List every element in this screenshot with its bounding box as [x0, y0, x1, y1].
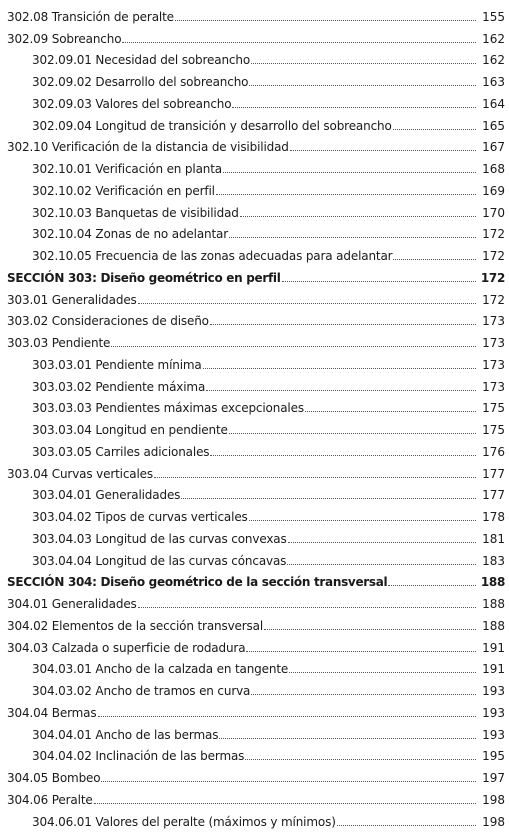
toc-entry[interactable] [0, 397, 509, 419]
dot-leader [175, 20, 476, 21]
toc-entry[interactable] [0, 244, 509, 266]
toc-entry-title: 302.10.01 Verificación en planta [32, 162, 222, 176]
dot-leader [98, 716, 477, 717]
toc-entry-page: 193 [482, 727, 505, 742]
toc-entry-page: 172 [482, 227, 505, 242]
toc-entry-title: SECCIÓN 304: Diseño geométrico de la sección transversal [7, 575, 388, 590]
dot-leader [251, 63, 476, 64]
toc-entry[interactable] [0, 527, 509, 549]
dot-leader [337, 825, 476, 826]
toc-entry-title: 303.01 Generalidades [7, 292, 137, 307]
dot-leader [122, 42, 476, 43]
toc-entry-page: 188 [482, 597, 505, 611]
dot-leader [181, 498, 476, 499]
toc-entry-page: 183 [482, 553, 505, 568]
toc-entry[interactable] [0, 810, 509, 832]
toc-entry-title: 303.04.03 Longitud de las curvas convexas [32, 531, 287, 546]
dot-leader [203, 368, 476, 369]
dot-leader [223, 172, 476, 173]
toc-entry-title: 303.03.04 Longitud en pendiente [32, 423, 228, 437]
dot-leader [282, 281, 476, 282]
toc-entry-page: 173 [482, 357, 505, 372]
toc-entry-page: 170 [482, 205, 505, 220]
toc-entry[interactable] [0, 679, 509, 701]
toc-entry-title: 304.04.01 Ancho de las bermas [32, 727, 219, 742]
dot-leader [232, 107, 476, 108]
toc-entry[interactable] [0, 49, 509, 71]
toc-entry-title: 304.01 Generalidades [7, 597, 137, 611]
toc-entry[interactable] [0, 636, 509, 658]
toc-entry[interactable] [0, 484, 509, 506]
toc-entry-page: 191 [482, 662, 505, 677]
toc-entry-page: 177 [482, 466, 505, 481]
dot-leader [249, 520, 476, 521]
toc-entry[interactable] [0, 92, 509, 114]
dot-leader [229, 433, 476, 434]
dot-leader [219, 738, 476, 739]
dot-leader [393, 129, 476, 130]
toc-entry-title: 302.10.05 Frecuencia de las zonas adecuadas para adelantar [32, 249, 393, 263]
toc-entry-page: 193 [482, 684, 505, 698]
toc-entry-page: 162 [482, 53, 505, 68]
toc-entry-title: 303.04.02 Tipos de curvas verticales [32, 510, 248, 524]
toc-entry[interactable] [0, 288, 509, 310]
toc-entry-title: 303.02 Consideraciones de diseño [7, 314, 209, 329]
toc-entry-page: 197 [482, 771, 505, 785]
toc-entry[interactable] [0, 179, 509, 201]
dot-leader [210, 455, 476, 456]
toc-entry-page: 193 [482, 705, 505, 720]
toc-section-entry[interactable] [0, 266, 509, 288]
toc-entry-title: 304.06 Peralte [7, 792, 93, 807]
toc-entry-page: 173 [482, 379, 505, 394]
toc-entry[interactable] [0, 766, 509, 788]
toc-entry-page: 172 [482, 249, 505, 263]
toc-entry-title: 302.10 Verificación de la distancia de visibilidad [7, 140, 289, 155]
toc-entry[interactable] [0, 788, 509, 810]
toc-entry-page: 188 [480, 575, 505, 590]
toc-entry-page: 198 [482, 792, 505, 807]
toc-entry-title: 302.09.01 Necesidad del sobreancho [32, 53, 251, 68]
toc-entry-page: 175 [482, 401, 505, 416]
table-of-contents [0, 5, 509, 832]
toc-entry[interactable] [0, 201, 509, 223]
dot-leader [229, 237, 476, 238]
toc-entry[interactable] [0, 114, 509, 136]
toc-entry-title: 303.03 Pendiente [7, 336, 111, 350]
toc-entry[interactable] [0, 505, 509, 527]
toc-entry-page: 176 [482, 444, 505, 459]
dot-leader [251, 694, 476, 695]
toc-entry-title: 302.09.03 Valores del sobreancho [32, 96, 232, 111]
dot-leader [138, 607, 476, 608]
toc-entry-title: 302.08 Transición de peralte [7, 9, 174, 24]
dot-leader [138, 303, 476, 304]
toc-entry-page: 178 [482, 510, 505, 524]
toc-entry[interactable] [0, 592, 509, 614]
toc-entry-title: 303.03.03 Pendientes máximas excepcionales [32, 401, 304, 416]
toc-entry-page: 165 [482, 118, 505, 133]
toc-entry[interactable] [0, 418, 509, 440]
toc-entry-title: 304.02 Elementos de la sección transversal [7, 618, 264, 633]
toc-entry[interactable] [0, 157, 509, 179]
dot-leader [216, 194, 476, 195]
toc-entry-title: 304.06.01 Valores del peralte (máximos y mínimos) [32, 814, 336, 829]
toc-entry-title: 303.03.01 Pendiente mínima [32, 357, 202, 372]
toc-entry[interactable] [0, 27, 509, 49]
toc-entry[interactable] [0, 375, 509, 397]
dot-leader [287, 564, 476, 565]
toc-entry-title: 304.03.02 Ancho de tramos en curva [32, 684, 251, 698]
toc-entry-title: 302.09.02 Desarrollo del sobreancho [32, 75, 249, 89]
toc-entry[interactable] [0, 5, 509, 27]
toc-entry-title: 304.03.01 Ancho de la calzada en tangente [32, 662, 289, 677]
toc-entry-page: 172 [482, 292, 505, 307]
toc-entry[interactable] [0, 70, 509, 92]
toc-entry-page: 177 [482, 488, 505, 503]
toc-entry-page: 168 [482, 162, 505, 176]
toc-entry[interactable] [0, 549, 509, 571]
dot-leader [101, 781, 476, 782]
dot-leader [206, 390, 476, 391]
dot-leader [393, 259, 476, 260]
toc-entry[interactable] [0, 310, 509, 332]
toc-entry-title: 303.03.05 Carriles adicionales [32, 444, 210, 459]
dot-leader [245, 759, 476, 760]
toc-entry-page: 162 [482, 31, 505, 46]
toc-entry-title: 302.10.02 Verificación en perfil [32, 183, 215, 198]
toc-entry-title: 304.04.02 Inclinación de las bermas [32, 749, 245, 764]
toc-entry-title: 302.10.04 Zonas de no adelantar [32, 227, 229, 242]
toc-entry-page: 195 [482, 749, 505, 764]
toc-entry[interactable] [0, 723, 509, 745]
toc-entry[interactable] [0, 353, 509, 375]
toc-entry-title: 303.03.02 Pendiente máxima [32, 379, 206, 394]
toc-entry-page: 163 [482, 75, 505, 89]
toc-entry-page: 198 [482, 814, 505, 829]
dot-leader [249, 85, 476, 86]
dot-leader [94, 803, 476, 804]
toc-entry[interactable] [0, 136, 509, 158]
dot-leader [240, 216, 476, 217]
toc-entry[interactable] [0, 331, 509, 353]
toc-entry-title: 302.09 Sobreancho [7, 31, 122, 46]
toc-entry-page: 169 [482, 183, 505, 198]
toc-entry-page: 181 [482, 531, 505, 546]
toc-entry-page: 173 [482, 314, 505, 329]
toc-entry-title: SECCIÓN 303: Diseño geométrico en perfil [7, 270, 281, 285]
toc-entry[interactable] [0, 223, 509, 245]
toc-entry[interactable] [0, 440, 509, 462]
toc-entry-title: 303.04 Curvas verticales [7, 466, 154, 481]
dot-leader [388, 585, 476, 586]
dot-leader [290, 150, 476, 151]
toc-entry[interactable] [0, 701, 509, 723]
toc-entry-page: 173 [482, 336, 505, 350]
toc-entry-title: 304.05 Bombeo [7, 771, 101, 785]
dot-leader [288, 542, 476, 543]
dot-leader [154, 477, 476, 478]
toc-section-entry[interactable] [0, 571, 509, 593]
dot-leader [111, 346, 476, 347]
dot-leader [289, 672, 476, 673]
toc-entry[interactable] [0, 614, 509, 636]
dot-leader [210, 324, 476, 325]
toc-entry-page: 172 [480, 270, 505, 285]
toc-entry-page: 175 [482, 423, 505, 437]
dot-leader [305, 411, 476, 412]
toc-entry-title: 304.04 Bermas [7, 705, 97, 720]
toc-entry-page: 155 [482, 9, 505, 24]
toc-entry-page: 188 [482, 618, 505, 633]
toc-entry-title: 302.09.04 Longitud de transición y desarrollo del sobreancho [32, 118, 392, 133]
toc-entry-page: 164 [482, 96, 505, 111]
toc-entry-page: 191 [482, 640, 505, 655]
toc-entry[interactable] [0, 462, 509, 484]
toc-entry-title: 304.03 Calzada o superficie de rodadura [7, 640, 246, 655]
dot-leader [264, 629, 476, 630]
toc-entry-page: 167 [482, 140, 505, 155]
toc-entry-title: 303.04.04 Longitud de las curvas cóncavas [32, 553, 287, 568]
dot-leader [246, 651, 476, 652]
toc-entry-title: 302.10.03 Banquetas de visibilidad [32, 205, 239, 220]
toc-entry[interactable] [0, 745, 509, 767]
toc-entry-title: 303.04.01 Generalidades [32, 488, 181, 503]
toc-entry[interactable] [0, 658, 509, 680]
